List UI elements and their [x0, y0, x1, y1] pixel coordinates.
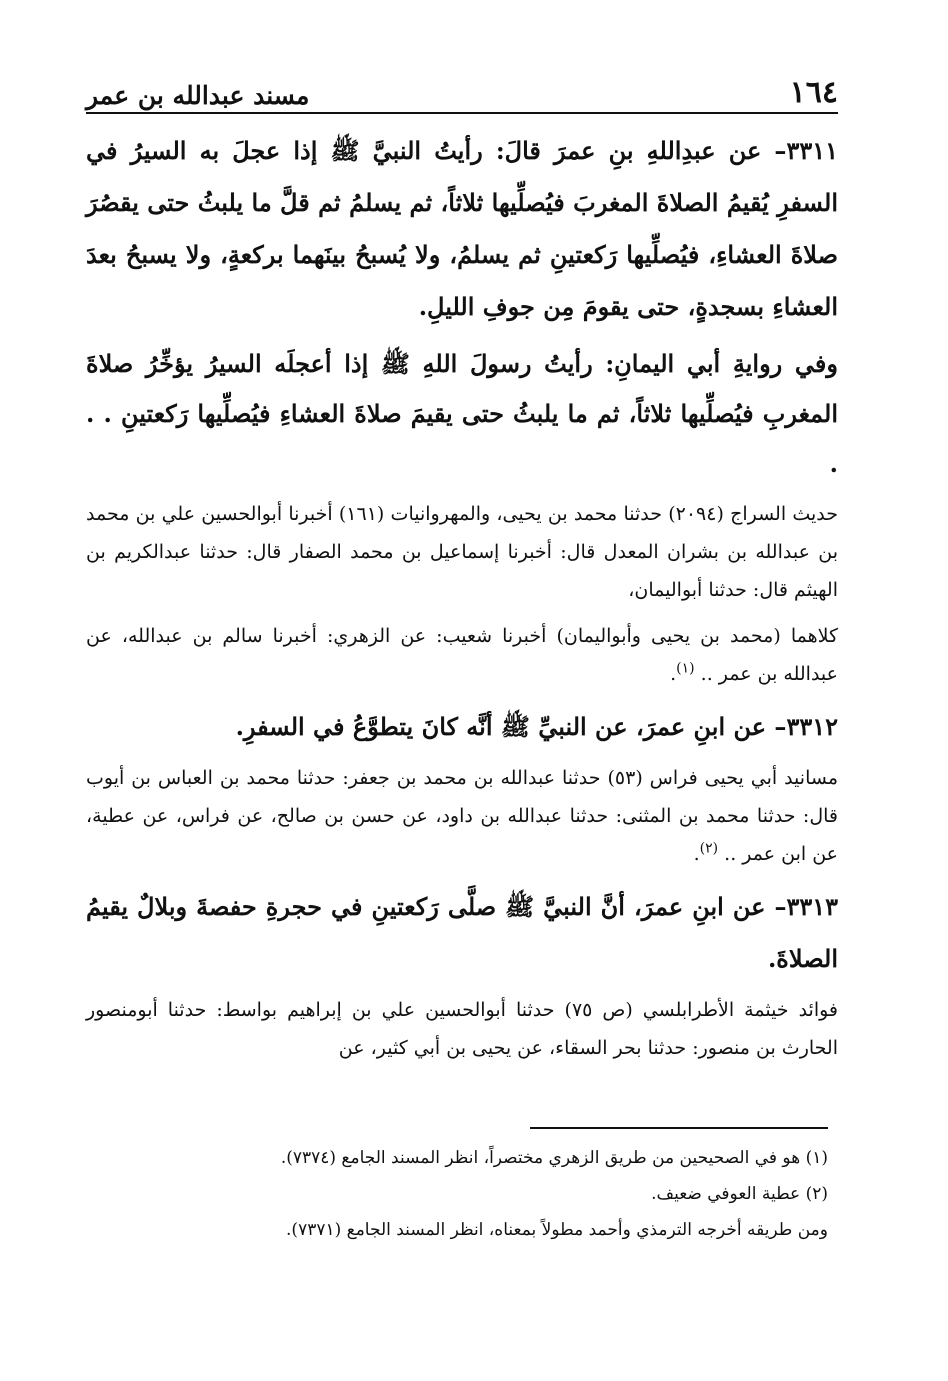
page-number: ١٦٤	[789, 75, 838, 110]
citation-end: .	[670, 663, 677, 685]
footnote-ref[interactable]: (١)	[676, 660, 695, 677]
footnote: (٢) عطية العوفي ضعيف.	[651, 1184, 828, 1204]
hadith-3312: ٣٣١٢– عن ابنِ عمرَ، عن النبيِّ ﷺ أنَّه كانَ يتطوَّعُ في السفرِ.	[235, 712, 838, 741]
footnote: ومن طريقه أخرجه الترمذي وأحمد مطولاً بمعناه، انظر المسند الجامع (٧٣٧١).	[286, 1220, 828, 1240]
footnote-ref[interactable]: (٢)	[699, 840, 719, 857]
main-text	[86, 125, 838, 1075]
hadith-3311: ٣٣١١– عن عبدِاللهِ بنِ عمرَ قالَ: رأيتُ النبيَّ ﷺ إذا عجلَ به السيرُ في السفرِ يُقيمُ الصلاةَ المغربَ فيُصلِّيها ثلاثاً، ثم يسلمُ ثم قلَّ ما يلبثُ حتى يقصُرَ صلاةَ العشاءِ، فيُصلِّيها رَكعتينِ ثم يسلمُ، ولا يُسبحُ بينَهما بركعةٍ، ولا يسبحُ بعدَ العشاءِ بسجدةٍ، حتى يقومَ مِن جوفِ الليلِ.	[86, 136, 839, 321]
variant-narration: وفي روايةِ أبي اليمانِ: رأيتُ رسولَ اللهِ ﷺ إذا أعجلَه السيرُ يؤخِّرُ صلاةَ المغربِ فيُصلِّيها ثلاثاً، ثم ما يلبثُ حتى يقيمَ صلاةَ العشاءِ فيُصلِّيها رَكعتينِ . . .	[86, 349, 838, 478]
source-citation: فوائد خيثمة الأطرابلسي (ص ٧٥) حدثنا أبوالحسين علي بن إبراهيم بواسط: حدثنا أبومنصور الحارث بن منصور: حدثنا بحر السقاء، عن يحيى بن أبي كثير، عن	[86, 999, 839, 1059]
citation-end: .	[693, 843, 700, 865]
hadith-3313: ٣٣١٣– عن ابنِ عمرَ، أنَّ النبيَّ ﷺ صلَّى رَكعتينِ في حجرةِ حفصةَ وبلالٌ يقيمُ الصلاةَ.	[86, 892, 839, 973]
source-citation	[86, 617, 838, 693]
running-title: مسند عبدالله بن عمر	[86, 81, 310, 110]
page-header	[86, 70, 838, 110]
footnotes	[86, 1140, 828, 1248]
source-citation: حديث السراج (٢٠٩٤) حدثنا محمد بن يحيى، والمهروانيات (١٦١) أخبرنا أبوالحسين علي بن محمد بن عبدالله بن بشران المعدل قال: أخبرنا إسماعيل بن محمد الصفار قال: حدثنا عبدالكريم بن الهيثم قال: حدثنا أبواليمان،	[86, 503, 838, 601]
footnote: (١) هو في الصحيحين من طريق الزهري مختصراً، انظر المسند الجامع (٧٣٧٤).	[280, 1148, 828, 1168]
source-citation	[86, 759, 838, 873]
citation-text: مسانيد أبي يحيى فراس (٥٣) حدثنا عبدالله بن محمد بن جعفر: حدثنا محمد بن العباس بن أيوب قال: حدثنا محمد بن المثنى: حدثنا عبدالله بن داود، عن حسن بن صالح، عن فراس، عن عطية، عن ابن عمر ..	[86, 767, 838, 865]
citation-text: كلاهما (محمد بن يحيى وأبواليمان) أخبرنا شعيب: عن الزهري: أخبرنا سالم بن عبدالله، عن عبدالله بن عمر ..	[86, 625, 838, 685]
header-rule	[86, 112, 838, 114]
footnote-rule	[530, 1127, 828, 1129]
